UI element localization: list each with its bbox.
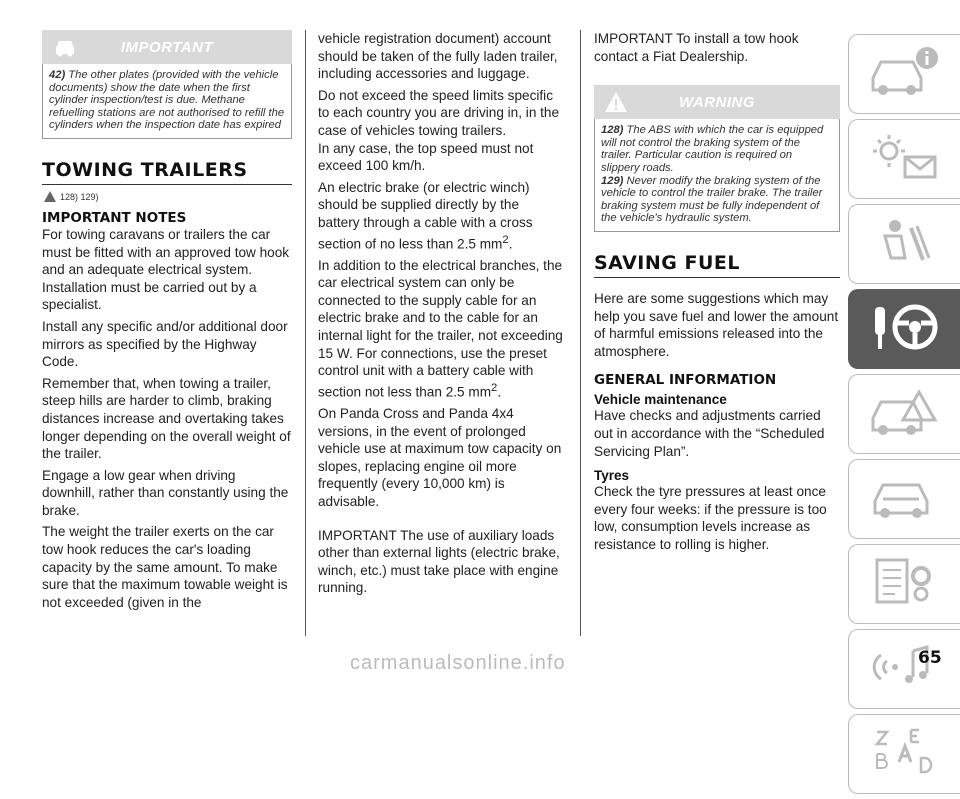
paragraph: For towing caravans or trailers the car must be fitted with an approved tow hook and an adequate electrical system. Installation must be carried out by a specialist.: [42, 226, 290, 313]
note-number: 129): [601, 174, 624, 187]
emergency-car-icon: [865, 384, 945, 445]
tab-maintenance[interactable]: [848, 459, 960, 539]
refs-text: 128) 129): [60, 192, 99, 203]
paragraph: Remember that, when towing a trailer, steep hills are harder to climb, braking distances increase and overtaking takes longer depending on the overall weight of the trailer.: [42, 375, 291, 462]
technical-data-icon: [865, 554, 945, 615]
subheading-general-information: GENERAL INFORMATION: [594, 372, 777, 389]
steering-wheel-key-icon: [865, 299, 945, 360]
warning-box-title: WARNING: [679, 93, 755, 111]
tab-car-info[interactable]: [848, 34, 960, 114]
paragraph-text: An electric brake (or electric winch) should be supplied directly by the battery through a cable with a cross section of no less than 2.5 mm: [318, 179, 533, 252]
paragraph: On Panda Cross and Panda 4x4 versions, in the event of prolonged vehicle use at maximum tow capacity on slopes, replacing engine oil more frequently (every 10,000 km) is advisable.: [318, 405, 562, 509]
car-icon: [52, 36, 78, 63]
note-text: The other plates (provided with the vehicle documents) show the date when the first cylinder inspection/test is due. Methane refuelling stations are not authorised to refill the cylinders when the inspection date has expired: [49, 69, 285, 132]
paragraph: Here are some suggestions which may help you save fuel and lower the amount of harmful emissions released into the atmosphere.: [594, 290, 839, 359]
tab-index[interactable]: [848, 714, 960, 794]
warning-box-body: [594, 119, 840, 232]
column-divider: [305, 30, 306, 636]
column-divider: [580, 30, 581, 636]
tab-multimedia[interactable]: [848, 629, 960, 709]
paragraph: In any case, the top speed must not exceed 100 km/h.: [318, 140, 534, 174]
warning-refs: [44, 191, 292, 204]
paragraph: Engage a low gear when driving downhill, rather than constantly using the brake.: [42, 467, 289, 518]
important-box-title: IMPORTANT: [120, 38, 214, 56]
section-title-saving-fuel: SAVING FUEL: [594, 252, 840, 278]
tab-warning-lights[interactable]: [848, 119, 960, 199]
warning-triangle-icon: [604, 91, 628, 118]
paragraph: Have checks and adjustments carried out in accordance with the “Scheduled Servicing Plan”.: [594, 408, 825, 459]
page-number: 65: [918, 648, 942, 668]
tab-starting-driving[interactable]: [848, 289, 960, 369]
car-maintenance-icon: [865, 469, 945, 530]
car-info-icon: [865, 44, 945, 105]
paragraph: IMPORTANT To install a tow hook contact a Fiat Dealership.: [594, 31, 799, 64]
column-1: [42, 30, 292, 611]
chapter-tabs: [848, 34, 960, 799]
paragraph-text: In addition to the electrical branches, the car electrical system can only be connected to the supply cable for an electric brake and to the cable for an internal light for the trailer, not exceeding 15 W. For connections, use the preset control unit with a battery cable with section not less than 2.5 mm: [318, 257, 563, 400]
warning-triangle-icon: [44, 191, 56, 204]
paragraph-end: .: [497, 384, 502, 400]
paragraph-end: .: [508, 236, 513, 252]
alphabetical-index-icon: [865, 724, 945, 785]
warning-box: [594, 85, 840, 232]
tab-technical-data[interactable]: [848, 544, 960, 624]
superscript: 2: [502, 233, 509, 246]
superscript: 2: [491, 381, 498, 394]
note-text: The ABS with which the car is equipped will not control the braking system of the trailer. Particular caution is required on slippery roads.: [601, 124, 824, 174]
paragraph: Check the tyre pressures at least once every four weeks: if the pressure is too low, consumption levels increase as resistance to rolling is higher.: [594, 484, 827, 552]
column-2: [318, 30, 564, 597]
paragraph: [318, 179, 564, 253]
note-text: Never modify the braking system of the vehicle to control the trailer brake. The trailer braking system must be fully independent of the vehicle's hydraulic system.: [601, 174, 823, 225]
heading-vehicle-maintenance: Vehicle maintenance: [594, 392, 727, 408]
paragraph: vehicle registration document) account should be taken of the fully laden trailer, including accessories and luggage.: [318, 31, 558, 82]
warning-box-header: [594, 85, 840, 119]
paragraph: Install any specific and/or additional door mirrors as specified by the Highway Code.: [42, 318, 288, 370]
seat-safety-icon: [865, 214, 945, 275]
section-title-towing-trailers: TOWING TRAILERS: [42, 159, 292, 185]
subheading-important-notes: IMPORTANT NOTES: [42, 209, 187, 226]
paragraph: The weight the trailer exerts on the car tow hook reduces the car's loading capacity by the same amount. To make sure that the maximum towable weight is not exceeded (given in the: [42, 524, 288, 610]
heading-tyres: Tyres: [594, 468, 630, 484]
important-box-body: [42, 64, 292, 139]
note-number: 128): [601, 124, 624, 137]
note-number: 42): [49, 69, 66, 81]
tab-emergency[interactable]: [848, 374, 960, 454]
column-3: [594, 30, 840, 553]
tab-safety[interactable]: [848, 204, 960, 284]
paragraph: IMPORTANT The use of auxiliary loads other than external lights (electric brake, winch, etc.) must take place with engine running.: [318, 527, 560, 596]
watermark: carmanualsonline.info: [350, 652, 566, 674]
paragraph: [318, 257, 564, 401]
important-box-header: [42, 30, 292, 64]
important-box: [42, 30, 292, 139]
paragraph: Do not exceed the speed limits specific to each country you are driving in, in the case of vehicles towing trailers.: [318, 87, 560, 138]
warning-lights-icon: [865, 129, 945, 190]
